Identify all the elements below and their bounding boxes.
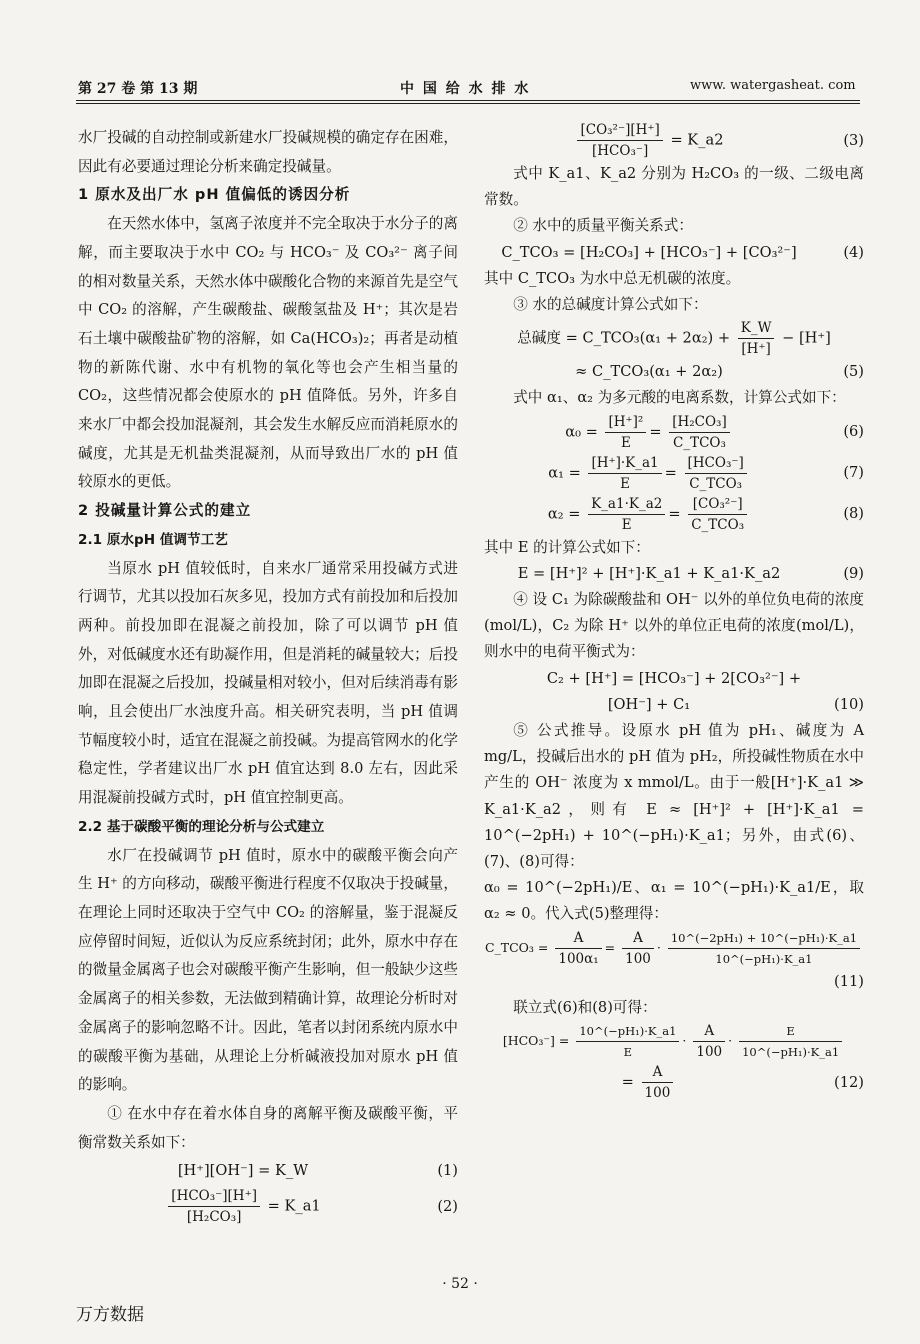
fraction-numerator: [HCO₃⁻] (685, 453, 747, 474)
paragraph: ① 在水中存在着水体自身的离解平衡及碳酸平衡，平衡常数关系如下： (78, 1104, 458, 1151)
fraction-denominator: C_TCO₃ (673, 434, 726, 451)
fraction-denominator: C_TCO₃ (689, 475, 743, 492)
equation-part: C_TCO₃ = (484, 939, 549, 955)
paragraph: 水厂投碱的自动控制或新建水厂投碱规模的确定存在困难，因此有必要通过理论分析来确定投碱量。 (78, 129, 458, 175)
equation-number: (10) (834, 695, 864, 713)
fraction-numerator: A (642, 1062, 674, 1083)
paragraph: ③ 水的总碱度计算公式如下： (513, 296, 708, 314)
equation-body: E = [H⁺]² + [H⁺]·K_a1 + K_a1·K_a2 (517, 564, 781, 582)
equation-body: C_TCO₃ = $\frac{A}{\text{100α₁}}$ = $\frac{A}{100}$ · $\frac{\text{10\textasciicircum{}(−2pH₁) + 10\textasciicircum{}(−pH₁)·K\_a1}}{\text{10\textasciicircum{}(−pH₁)·K\_a1}}$ (484, 928, 864, 969)
equation-part: = (621, 1073, 634, 1091)
fraction-numerator: [CO₃²⁻][H⁺] (577, 120, 662, 141)
subsection-heading: 2.2 基于碳酸平衡的理论分析与公式建立 (78, 818, 325, 835)
equation-part: α₁ = (548, 464, 581, 482)
equation-part: 总碱度 = C_TCO₃(α₁ + 2α₂) + (517, 329, 731, 347)
paragraph: 其中 C_TCO₃ 为水中总无机碳的浓度。 (484, 269, 741, 287)
fraction-denominator: C_TCO₃ (691, 516, 745, 533)
equation-number: (7) (843, 464, 864, 482)
fraction-denominator: 10^(−pH₁)·K_a1 (742, 1045, 840, 1060)
equation-part: α₂ = (547, 505, 581, 523)
equation-body: [HCO₃⁻] = $\frac{\text{10\textasciicircum{}(−pH₁)·K\_a1}}{E}$ · $\frac{A}{100}$ · $\frac{E}{\text{10\textasciicircum{}(−pH₁)·K\_a1}}$ (484, 1021, 864, 1062)
paragraph: ② 水中的质量平衡关系式： (513, 217, 693, 235)
equation-5-cont (484, 359, 864, 385)
equation-4 (484, 240, 864, 266)
right-column (484, 120, 864, 1103)
paragraph: 在天然水体中，氢离子浓度并不完全取决于水分子的离解，而主要取决于水中 CO₂ 与 HCO₃⁻ 及 CO₃²⁻ 离子间的相对数量关系，天然水体中碳酸化合物的来源首先是空气中 CO₂ 的溶解，产生碳酸盐、碳酸氢盐及 H⁺；其次是岩石土壤中碳酸盐矿物的溶解，如 Ca(HCO₃)₂；再者是动植物的新陈代谢、水中有机物的氧化等也会产生相当量的 CO₂，这些情况都会使原水的 pH 值降低。另外，许多自来水厂中都会投加混凝剂，其会发生水解反应而消耗原水的碱度，尤其是无机盐类混凝剂，从而导致出厂水的 pH 值较原水的更低。 (78, 215, 458, 491)
header-rule (76, 100, 860, 101)
fraction-numerator: [H⁺]·K_a1 (588, 453, 661, 474)
equation-10-cont (484, 692, 864, 718)
fraction-denominator: E (620, 434, 631, 451)
paragraph: 式中 K_a1、K_a2 分别为 H₂CO₃ 的一级、二级电离常数。 (484, 165, 864, 209)
equation-part: α₀ = (565, 423, 598, 441)
equation-number: (4) (843, 243, 864, 261)
journal-title: 中 国 给 水 排 水 (400, 81, 531, 97)
subsection-heading: 2.1 原水pH 值调节工艺 (78, 531, 228, 548)
paragraph: 式中 α₁、α₂ 为多元酸的电离系数，计算公式如下： (513, 389, 846, 407)
equation-5 (484, 318, 864, 359)
paragraph: 水厂在投碱调节 pH 值时，原水中的碳酸平衡会向产生 H⁺ 的方向移动，碳酸平衡进行程度不仅取决于投碱量，在理论上同时还取决于空气中 CO₂ 的溶解量，鉴于混凝反应停留时间短，近似认为反应系统封闭；此外，原水中存在的微量金属离子也会对碳酸平衡产生影响，但一般缺少这些金属离子的相关参数，无法做到精确计算，故理论分析时对金属离子的影响忽略不计。因此，笔者以封闭系统内原水中的碳酸平衡为基础，从理论上分析碱液投加对原水 pH 值的影响。 (78, 846, 458, 1094)
equation-body (78, 1186, 408, 1227)
equation-7 (484, 453, 864, 494)
equation-11-number-row (484, 969, 864, 995)
equation-body: α₀ = $\frac{\text{[H⁺]²}}{E}$ = $\frac{\text{[H₂CO₃]}}{\text{C\_TCO₃}}$ (484, 412, 814, 453)
equation-number: (8) (843, 505, 864, 523)
paragraph: α₀ = 10^(−2pH₁)/E、α₁ = 10^(−pH₁)·K_a1/E，取 α₂ ≈ 0。代入式(5)整理得： (484, 879, 864, 923)
section-heading: 1 原水及出厂水 pH 值偏低的诱因分析 (78, 186, 351, 204)
fraction-denominator: [HCO₃⁻] (592, 143, 649, 159)
fraction-denominator: 100 (696, 1044, 723, 1061)
fraction-numerator: K_a1·K_a2 (588, 494, 665, 515)
equation-6 (484, 412, 864, 453)
fraction-numerator: [HCO₃⁻][H⁺] (168, 1186, 260, 1207)
fraction-numerator: [H₂CO₃] (669, 412, 730, 433)
equation-body: [OH⁻] + C₁ (607, 695, 691, 713)
equation-number: (12) (834, 1073, 864, 1091)
journal-website[interactable]: www. watergasheat. com (690, 78, 856, 93)
equation-number: (5) (843, 363, 864, 381)
equation-rhs: = K_a2 (670, 131, 724, 149)
fraction-numerator: A (693, 1021, 725, 1042)
fraction-denominator: E (620, 475, 630, 492)
equation-number: (6) (843, 423, 864, 441)
paragraph: 其中 E 的计算公式如下： (484, 538, 650, 556)
section-heading: 2 投碱量计算公式的建立 (78, 502, 252, 520)
fraction-numerator: [H⁺]² (605, 412, 646, 433)
equation-rhs: = K_a1 (267, 1197, 321, 1215)
left-column (78, 124, 458, 1227)
equation-body (484, 1062, 814, 1103)
equation-8 (484, 494, 864, 535)
fraction-denominator: 10^(−pH₁)·K_a1 (715, 951, 813, 966)
paragraph: 联立式(6)和(8)可得： (513, 998, 657, 1016)
fraction-numerator: [CO₃²⁻] (688, 494, 747, 515)
equation-body (484, 318, 864, 359)
equation-number: (2) (437, 1197, 458, 1215)
fraction-denominator: 100 (625, 950, 651, 967)
equation-12-cont (484, 1062, 864, 1103)
equation-body: α₁ = $\frac{[H^+]\cdot K\_a1}{E}$ = $\frac{\text{[HCO₃⁻]}}{\text{C\_TCO₃}}$ (484, 453, 814, 494)
fraction-denominator: E (621, 516, 632, 533)
page-number: · 52 · (442, 1276, 478, 1292)
equation-part: [HCO₃⁻] = (502, 1033, 570, 1049)
fraction-denominator: E (623, 1045, 633, 1060)
fraction-numerator: A (555, 928, 601, 949)
equation-body: C₂ + [H⁺] = [HCO₃⁻] + 2[CO₃²⁻] + (546, 669, 802, 687)
fraction-denominator: 100α₁ (558, 950, 599, 967)
equation-1 (78, 1157, 458, 1186)
paragraph: ⑤ 公式推导。设原水 pH 值为 pH₁、碱度为 A mg/L，投碱后出水的 pH 值为 pH₂，所投碱性物质在水中产生的 OH⁻ 浓度为 x mmol/L。由于一般[H⁺]·K_a1 ≫ K_a1·K_a2，则有 E ≈ [H⁺]² + [H⁺]·K_a1 = 10^(−2pH₁) + 10^(−pH₁)·K_a1；另外，由式(6)、(7)、(8)可得： (484, 722, 864, 871)
equation-body: ≈ C_TCO₃(α₁ + 2α₂) (575, 363, 723, 381)
fraction-denominator: 100 (644, 1085, 671, 1102)
equation-body: [H⁺][OH⁻] = K_W (177, 1162, 309, 1180)
header-rule-2 (76, 103, 860, 104)
equation-number: (3) (843, 131, 864, 149)
fraction-numerator: A (622, 928, 654, 949)
equation-body: C_TCO₃ = [H₂CO₃] + [HCO₃⁻] + [CO₃²⁻] (501, 243, 797, 261)
equation-number: (11) (834, 972, 864, 990)
fraction-numerator: K_W (738, 318, 775, 339)
equation-2 (78, 1186, 458, 1227)
equation-3 (484, 120, 864, 161)
equation-body: α₂ = $\frac{K\_a1\cdot K\_a2}{E}$ = $\frac{\text{[CO₃²⁻]}}{\text{C\_TCO₃}}$ (484, 494, 814, 535)
fraction-denominator: [H₂CO₃] (186, 1209, 242, 1226)
equation-number: (1) (437, 1162, 458, 1180)
paragraph: 当原水 pH 值较低时，自来水厂通常采用投碱方式进行调节，尤其以投加石灰多见，投加方式有前投加和后投加两种。前投加即在混凝之前投加，除了可以调节 pH 值外，对低碱度水还有助凝作用，但是消耗的碱量较大；后投加即在混凝之后投加，投碱量相对较小，但对后续消毒有影响，且会使出厂水浊度升高。相关研究表明，当 pH 值调节幅度较小时，适宜在混凝之前投碱。为提高管网水的化学稳定性，学者建议出厂水 pH 值宜达到 8.0 左右，因此采用混凝前投碱方式时，pH 值宜控制更高。 (78, 559, 458, 807)
fraction-numerator: E (739, 1021, 842, 1042)
equation-10 (484, 666, 864, 692)
fraction-numerator: 10^(−pH₁)·K_a1 (576, 1021, 679, 1042)
fraction-numerator: 10^(−2pH₁) + 10^(−pH₁)·K_a1 (668, 928, 860, 949)
database-watermark: 万方数据 (76, 1305, 144, 1325)
equation-12 (484, 1021, 864, 1062)
equation-body (484, 120, 814, 161)
equation-11 (484, 928, 864, 969)
equation-part: − [H⁺] (782, 329, 831, 347)
paragraph: ④ 设 C₁ 为除碳酸盐和 OH⁻ 以外的单位负电荷的浓度(mol/L)，C₂ 为除 H⁺ 以外的单位正电荷的浓度(mol/L)，则水中的电荷平衡式为： (484, 591, 864, 661)
equation-9 (484, 561, 864, 587)
equation-number: (9) (843, 564, 864, 582)
journal-volume-issue: 第 27 卷 第 13 期 (78, 81, 198, 97)
fraction-denominator: [H⁺] (741, 341, 771, 358)
